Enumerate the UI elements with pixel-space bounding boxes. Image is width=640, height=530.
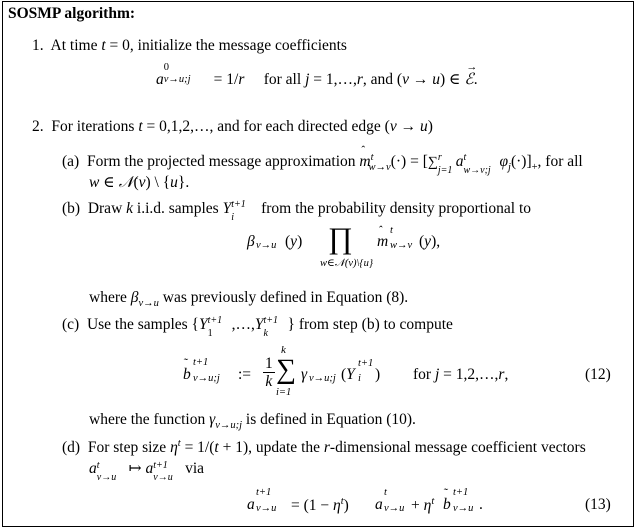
substep-b-line1: (b) Draw k i.i.d. samples Y t+1 i from the probability density proportional to bbox=[62, 199, 532, 223]
substep-a-label: (a) bbox=[62, 153, 80, 170]
substep-d-label: (d) bbox=[62, 439, 81, 456]
step-2-label: 2. bbox=[32, 118, 44, 135]
equation-12: ˜ b t+1 v→u;j := $\frac{1}{k}$ k ∑ i=1 γ v→u;j (Y t+1 i ) for j = 1,2,…,r, (12) bbox=[183, 355, 623, 405]
substep-b-where: where $\beta_{v\to u}$ was previously defined in Equation (8). bbox=[89, 289, 409, 309]
step-1-label: 1. bbox=[32, 37, 44, 54]
step-2-line: 2. For iterations t = 0,1,2,…, and for each directed edge (v → u) bbox=[32, 118, 433, 135]
substep-a-line1: (a) Form the projected message approximation ˆ $m^t_{w\to v}(\cdot)$ = [∑ r j=1 a t w→v;j $\varphi_j(\cdot)]_+$, for all bbox=[62, 151, 583, 174]
algorithm-title: SOSMP algorithm: bbox=[8, 5, 136, 22]
equation-12-number: (12) bbox=[585, 366, 611, 383]
substep-c-where: where the function $\gamma_{v\to u;j}$ is defined in Equation (10). bbox=[89, 411, 416, 431]
step-1-line: 1. At time t = 0, initialize the message coefficients bbox=[32, 37, 347, 54]
substep-c-line1: (c) Use the samples {Y t+1 1 ,…,Y t+1 k } from step (b) to compute bbox=[62, 315, 453, 339]
substep-d-line2: a t v→u ↦ a t+1 v→u via bbox=[89, 460, 205, 483]
substep-c-label: (c) bbox=[62, 316, 80, 333]
step-1-equation: a 0 v→u;j = 1/r for all j = 1,…,r, and (v → u) ∈ → ℰ. bbox=[156, 61, 478, 88]
equation-13: a t+1 v→u = $(1 - \eta^t)$ a t v→u + $\eta^t$ ˜ b t+1 v→u . (13) bbox=[247, 490, 623, 524]
substep-a-line2: w ∈ 𝒩(v) \ {u}. bbox=[89, 174, 190, 191]
substep-b-label: (b) bbox=[62, 200, 81, 217]
equation-13-number: (13) bbox=[585, 496, 611, 513]
substep-d-line1: (d) For step size $\eta^t = 1/(t + 1)$, update the r-dimensional message coefficient vectors bbox=[62, 438, 586, 456]
